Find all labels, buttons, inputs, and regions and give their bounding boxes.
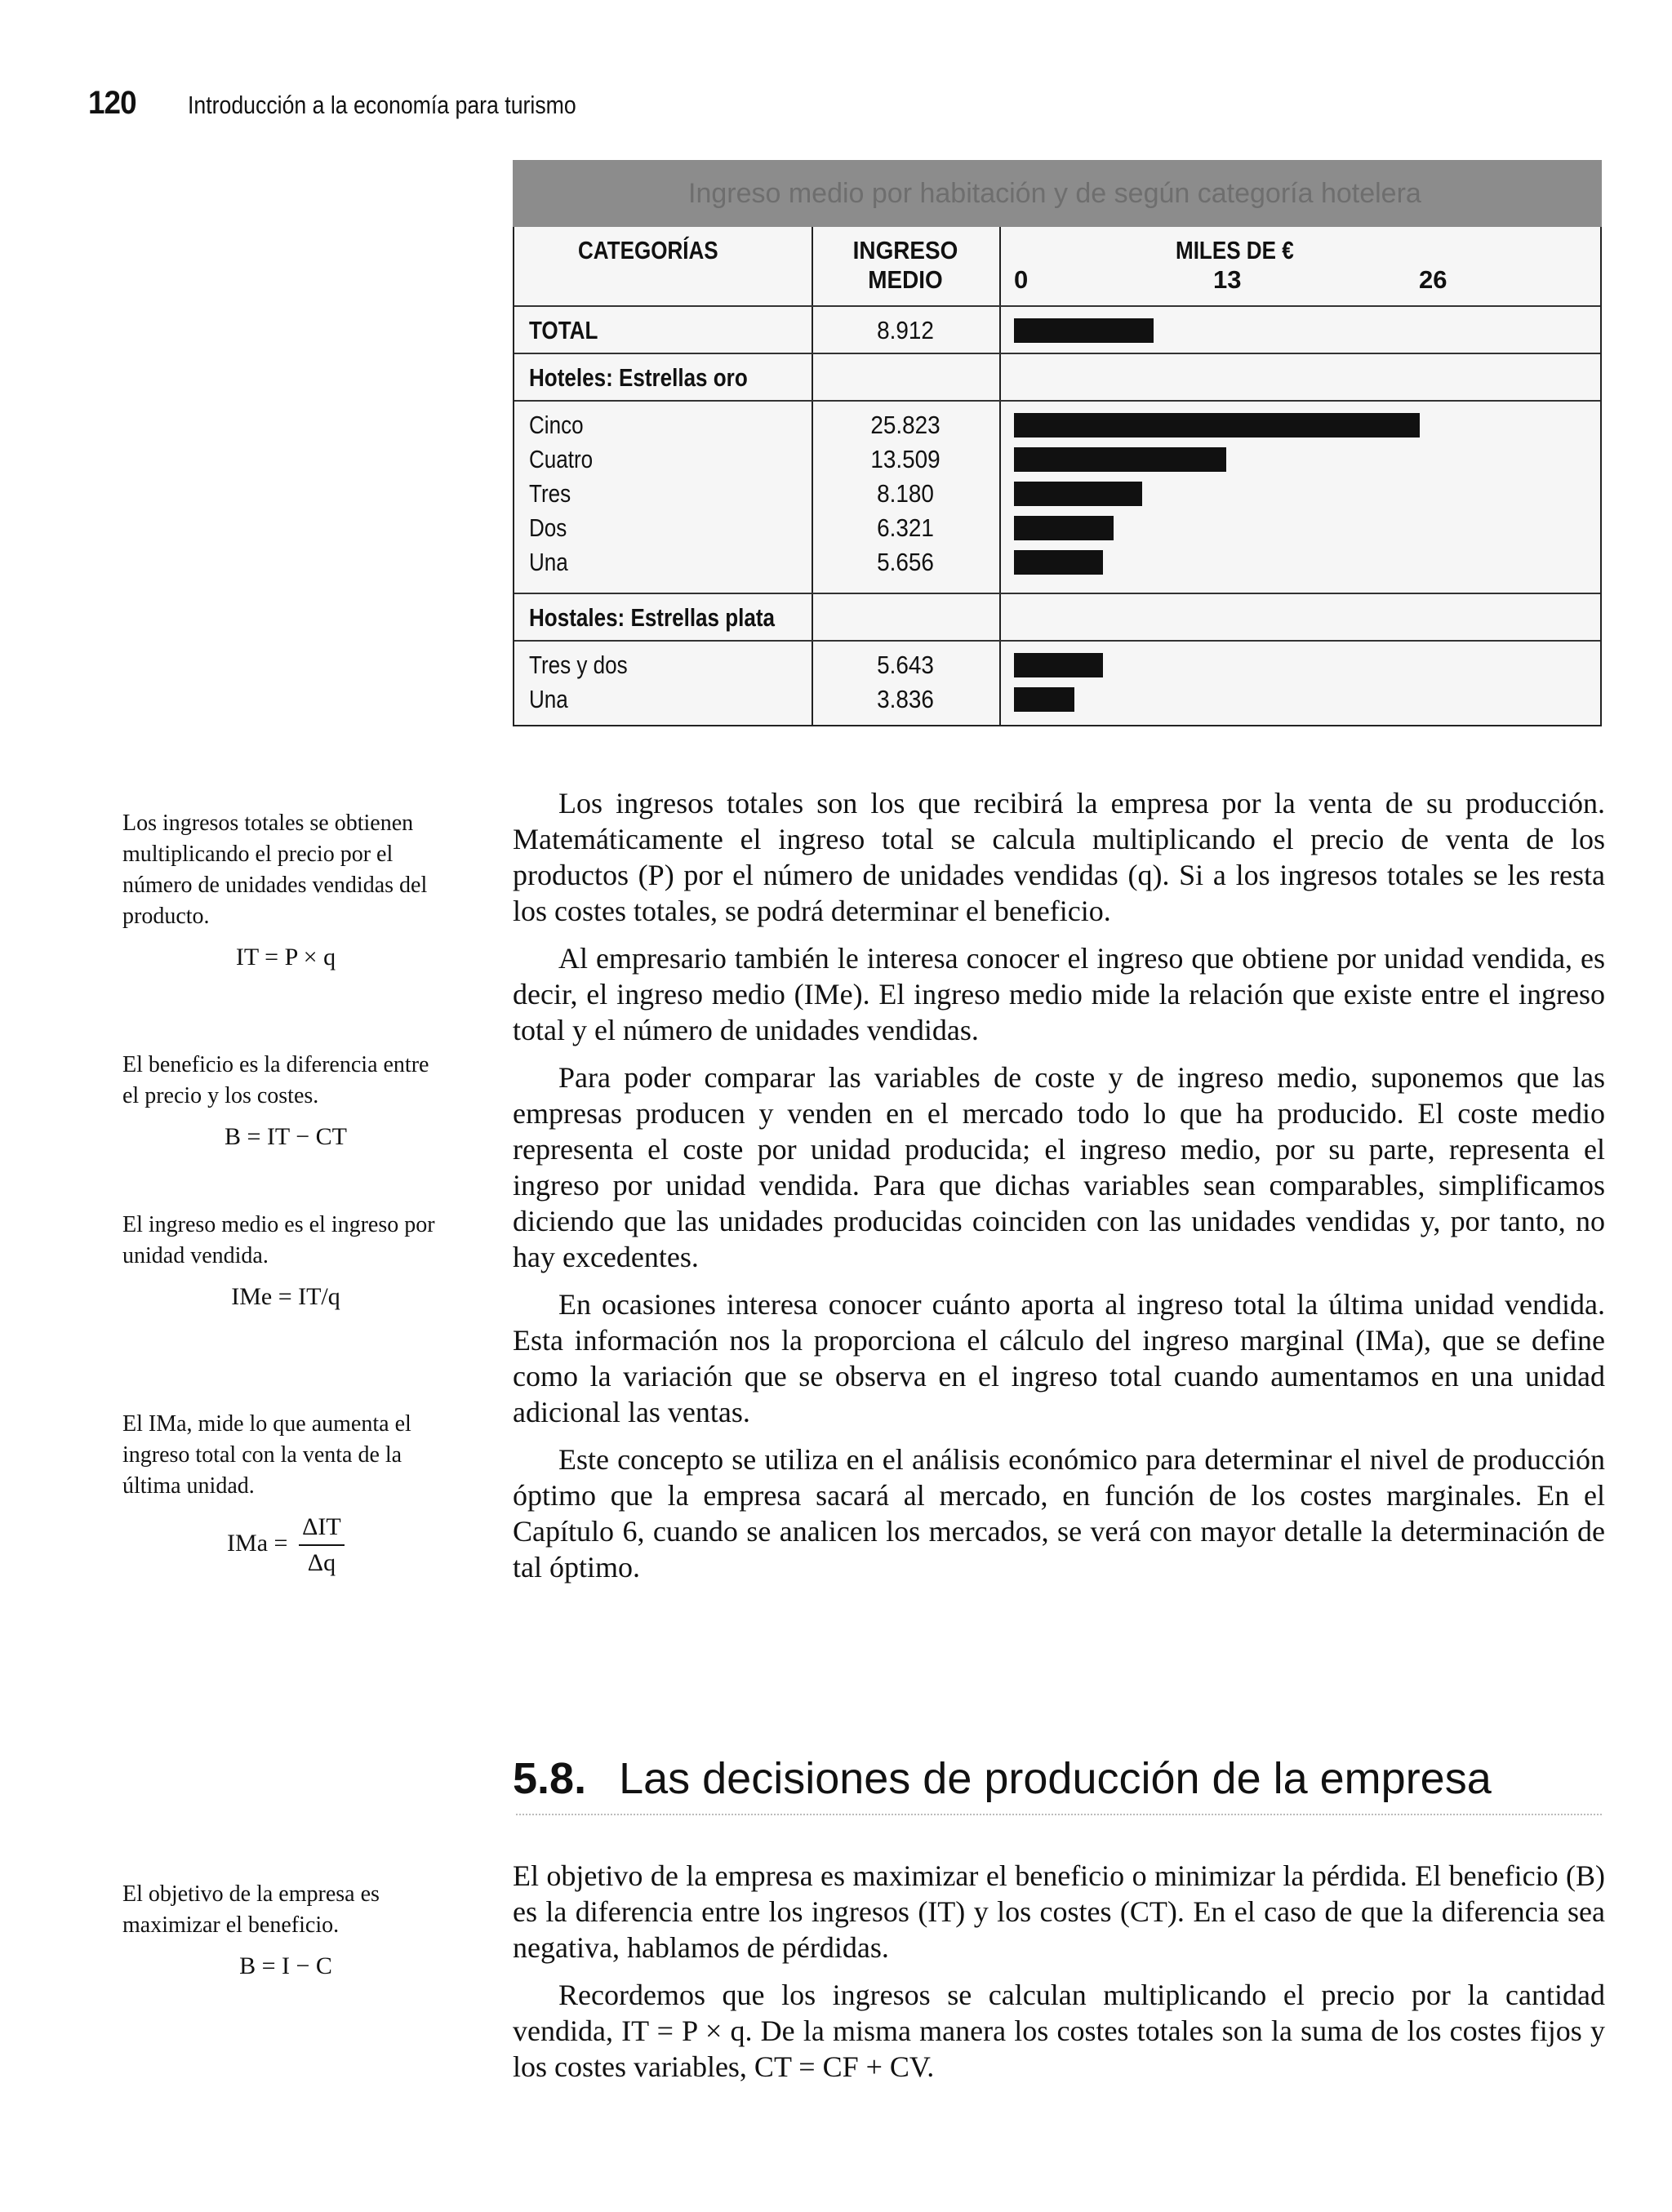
row-value: 8.180 <box>877 479 934 508</box>
page-number: 120 <box>88 85 136 121</box>
row-divider <box>514 640 1600 642</box>
column-header-income-2: MEDIO <box>868 265 943 294</box>
section-title: Las decisiones de producción de la empresa <box>619 1754 1492 1803</box>
group-label-hostales: Hostales: Estrellas plata <box>529 603 776 632</box>
paragraph: Los ingresos totales son los que recibirá la empresa por la venta de su producción. Matemáticamente el ingreso total se calcula multiplicando el precio de venta de los productos (P) por el número de unidades vendidas (q). Si a los ingresos totales se les resta los costes totales, se podrá determinar el beneficio. <box>513 787 1605 927</box>
column-header-categories: CATEGORÍAS <box>578 236 718 264</box>
paragraph: Al empresario también le interesa conocer el ingreso que obtiene por unidad vendida, es decir, el ingreso medio (IMe). El ingreso medio mide la relación que existe entre el ingreso total y el número de unidades vendidas. <box>513 942 1605 1046</box>
scale-title: MILES DE € <box>1176 236 1294 264</box>
row-divider <box>514 400 1600 402</box>
body-text <box>513 785 1605 1597</box>
row-value: 6.321 <box>877 513 934 542</box>
row-value: 5.643 <box>877 651 934 679</box>
sidebar-note: El ingreso medio es el ingreso por unidad vendida. <box>122 1212 435 1268</box>
bar-4 <box>1014 482 1142 506</box>
axis-tick-13: 13 <box>1213 265 1242 294</box>
sidebar-note-profit <box>122 1050 449 1153</box>
column-divider <box>999 227 1001 725</box>
row-divider <box>514 353 1600 354</box>
axis-tick-26: 26 <box>1419 265 1447 294</box>
sidebar-note-marginal-income <box>122 1409 449 1579</box>
figure-caption: Ingreso medio por habitación y de según categoría hotelera <box>688 178 1421 209</box>
figure-caption-band <box>513 160 1602 227</box>
bar-3 <box>1014 447 1226 472</box>
bar-7 <box>1014 653 1103 677</box>
bar-8 <box>1014 687 1074 712</box>
formula-ima-denominator: Δq <box>307 1549 336 1576</box>
paragraph: Para poder comparar las variables de coste y de ingreso medio, suponemos que las empresas producen y venden en el mercado todo lo que ha producido. El coste medio representa el coste por unidad producida; el ingreso medio, por su parte, representa el ingreso por unidad vendida. Para que dichas variables sean comparables, simplificamos diciendo que las unidades producidas coinciden con las unidades vendidas y, por tanto, no hay excedentes. <box>513 1061 1605 1273</box>
sidebar-note: Los ingresos totales se obtienen multiplicando el precio por el número de unidades vendidas del producto. <box>122 811 428 929</box>
sidebar-note-average-income <box>122 1210 449 1313</box>
row-value: 13.509 <box>870 445 940 473</box>
formula-it: IT = P × q <box>235 944 336 971</box>
row-label-total: TOTAL <box>529 316 598 344</box>
row-label: Dos <box>529 513 567 542</box>
paragraph: El objetivo de la empresa es maximizar el beneficio o minimizar la pérdida. El beneficio (B) es la diferencia entre los ingresos (IT) y los costes (CT). En el caso de que la diferencia sea negativa, hablamos de pérdidas. <box>513 1859 1605 1964</box>
sidebar-note: El beneficio es la diferencia entre el precio y los costes. <box>122 1052 429 1108</box>
section-rule <box>516 1814 1602 1815</box>
sidebar-note-total-income <box>122 808 449 973</box>
sidebar-note: El objetivo de la empresa es maximizar el beneficio. <box>122 1881 380 1938</box>
formula-ima-fraction <box>299 1512 345 1579</box>
formula-ime: IMe = IT/q <box>231 1283 340 1310</box>
bar-6 <box>1014 550 1103 575</box>
section-body <box>513 1858 1605 2096</box>
row-value: 5.656 <box>877 548 934 576</box>
row-value: 3.836 <box>877 685 934 713</box>
income-table <box>513 227 1602 726</box>
formula-b-i-c: B = I − C <box>239 1952 332 1979</box>
row-divider <box>514 305 1600 307</box>
row-label: Una <box>529 548 568 576</box>
row-divider <box>514 593 1600 594</box>
row-value-total: 8.912 <box>877 316 934 344</box>
column-header-income-1: INGRESO <box>852 236 958 264</box>
formula-b: B = IT − CT <box>225 1123 347 1150</box>
bar-2 <box>1014 413 1420 438</box>
column-divider <box>812 227 813 725</box>
section-number: 5.8. <box>513 1754 587 1803</box>
row-value: 25.823 <box>870 411 940 439</box>
formula-ima <box>122 1512 449 1579</box>
income-table-figure <box>513 160 1602 726</box>
paragraph: Recordemos que los ingresos se calculan multiplicando el precio por la cantidad vendida, IT = P × q. De la misma manera los costes totales son la suma de los costes fijos y los costes variables, CT = CF + CV. <box>513 1979 1605 2083</box>
axis-tick-0: 0 <box>1014 265 1029 294</box>
row-label: Una <box>529 685 568 713</box>
sidebar-note: El IMa, mide lo que aumenta el ingreso total con la venta de la última unidad. <box>122 1411 411 1499</box>
formula-ima-lhs: IMa = <box>227 1529 288 1557</box>
running-title: Introducción a la economía para turismo <box>187 91 576 119</box>
fraction-bar <box>299 1544 345 1546</box>
group-label-hoteles: Hoteles: Estrellas oro <box>529 363 748 392</box>
bar-1 <box>1014 318 1154 343</box>
page-header <box>88 85 639 134</box>
formula-ima-numerator: ΔIT <box>302 1513 341 1540</box>
row-label: Cuatro <box>529 445 594 473</box>
paragraph: Este concepto se utiliza en el análisis económico para determinar el nivel de producción óptimo que la empresa sacará al mercado, en función de los costes marginales. En el Capítulo 6, cuando se analicen los mercados, se verá con mayor detalle la determinación de tal óptimo. <box>513 1443 1605 1583</box>
bar-5 <box>1014 516 1114 540</box>
sidebar-note-objective <box>122 1879 449 1982</box>
paragraph: En ocasiones interesa conocer cuánto aporta al ingreso total la última unidad vendida. Esta información nos la proporciona el cálculo del ingreso marginal (IMa), que se define como la variación que se observa en el ingreso total cuando aumentamos en una unidad adicional las ventas. <box>513 1288 1605 1428</box>
row-label: Tres <box>529 479 571 508</box>
row-label: Tres y dos <box>529 651 628 679</box>
row-label: Cinco <box>529 411 584 439</box>
section-heading <box>513 1753 1492 1804</box>
